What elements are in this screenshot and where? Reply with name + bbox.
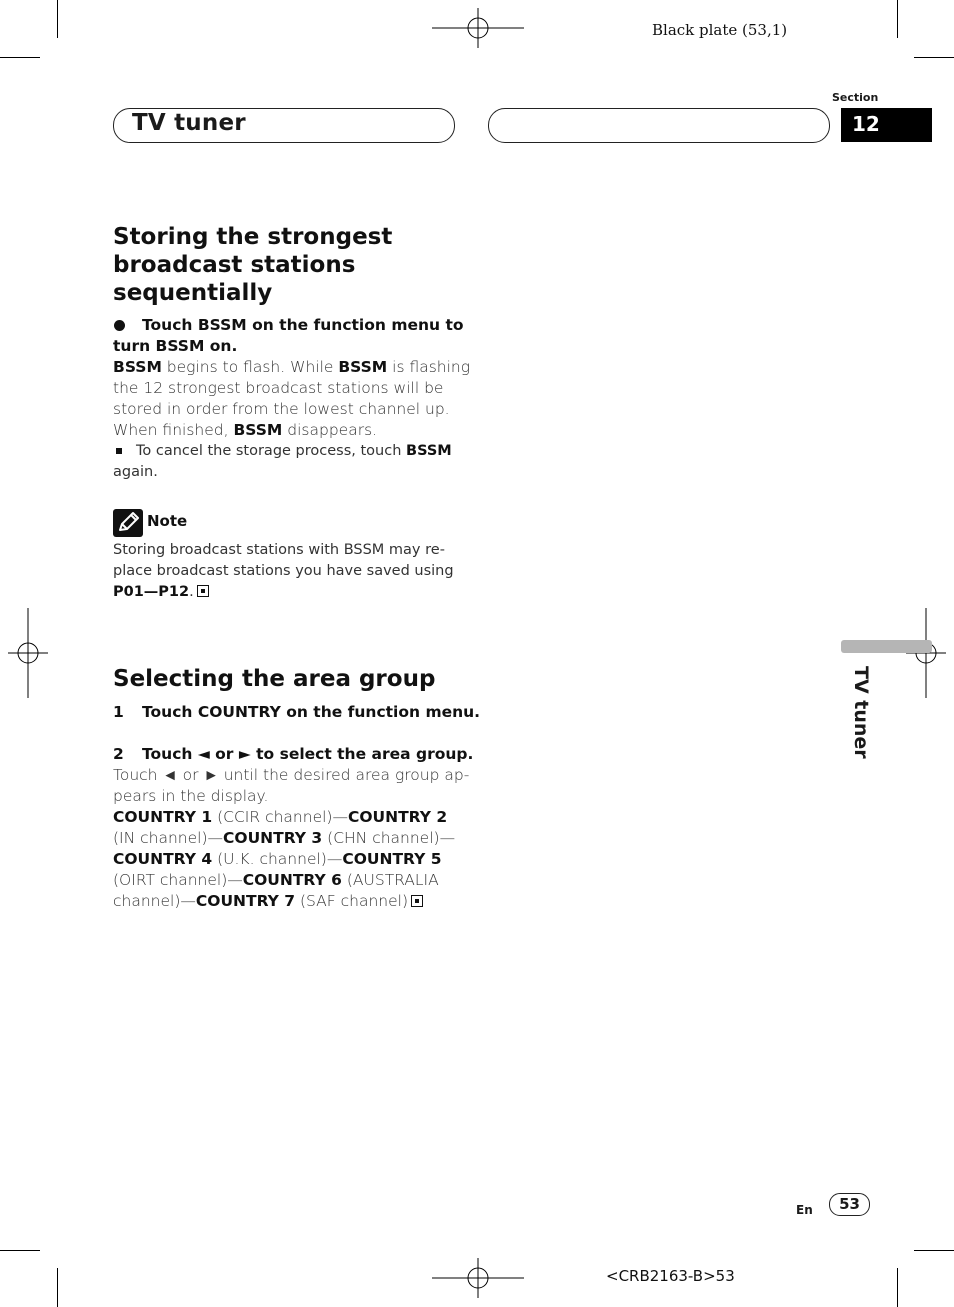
side-tab-label: TV tuner <box>850 666 872 759</box>
page-title: TV tuner <box>132 110 246 136</box>
registration-mark-right <box>906 608 946 698</box>
end-mark-icon <box>197 585 209 597</box>
header-blank-pill <box>488 108 830 143</box>
crop-mark <box>897 0 898 38</box>
language-label: En <box>796 1203 813 1217</box>
crop-mark <box>0 1250 40 1251</box>
cancel-tip: To cancel the storage process, touch BSSM again. <box>113 443 452 480</box>
section-label: Section <box>832 91 879 104</box>
note-title: Note <box>147 512 188 530</box>
step-1-text: Touch COUNTRY on the function menu. <box>142 703 481 721</box>
note-text: Storing broadcast stations with BSSM may re- place broadcast stations you have saved using P01—P12. <box>113 542 454 600</box>
crop-mark <box>914 57 954 58</box>
registration-mark-top <box>432 8 524 48</box>
header-title-pill <box>113 108 455 143</box>
plate-label: Black plate (53,1) <box>652 21 788 39</box>
section-heading-storing: Storing the strongest broadcast stations sequentially <box>113 224 393 306</box>
registration-mark-bottom <box>432 1258 524 1298</box>
bssm-step: Touch BSSM on the function menu to turn BSSM on. <box>113 316 464 355</box>
footer-code: <CRB2163-B>53 <box>606 1267 735 1285</box>
crop-mark <box>57 0 58 38</box>
end-mark-icon <box>411 895 423 907</box>
section-heading-area-group: Selecting the area group <box>113 666 436 692</box>
registration-mark-left <box>8 608 48 698</box>
side-tab-bar <box>841 640 932 653</box>
step-2-text: Touch ◄ or ► to select the area group. <box>142 745 474 763</box>
note-pencil-icon <box>113 509 143 537</box>
step-1-number: 1 <box>113 703 124 721</box>
crop-mark <box>57 1268 58 1307</box>
crop-mark <box>914 1250 954 1251</box>
crop-mark <box>0 57 40 58</box>
section-number: 12 <box>852 112 880 136</box>
page-number: 53 <box>829 1193 870 1216</box>
area-group-description: Touch ◄ or ► until the desired area group ap- pears in the display. COUNTRY 1 (CCIR channel)—COUNTRY 2 (IN channel)—COUNTRY 3 (CHN channel)— COUNTRY 4 (U.K. channel)—COUNTRY 5 (OIRT channel)—COUNTRY 6 (AUSTRALIA channel)—COUNTRY 7 (SAF channel) <box>113 766 470 910</box>
section-number-badge <box>841 108 932 142</box>
bssm-description: BSSM begins to flash. While BSSM is flashing the 12 strongest broadcast stations will be stored in order from the lowest channel up. When finished, BSSM disappears. <box>113 358 471 439</box>
crop-mark <box>897 1268 898 1307</box>
step-2-number: 2 <box>113 745 124 763</box>
